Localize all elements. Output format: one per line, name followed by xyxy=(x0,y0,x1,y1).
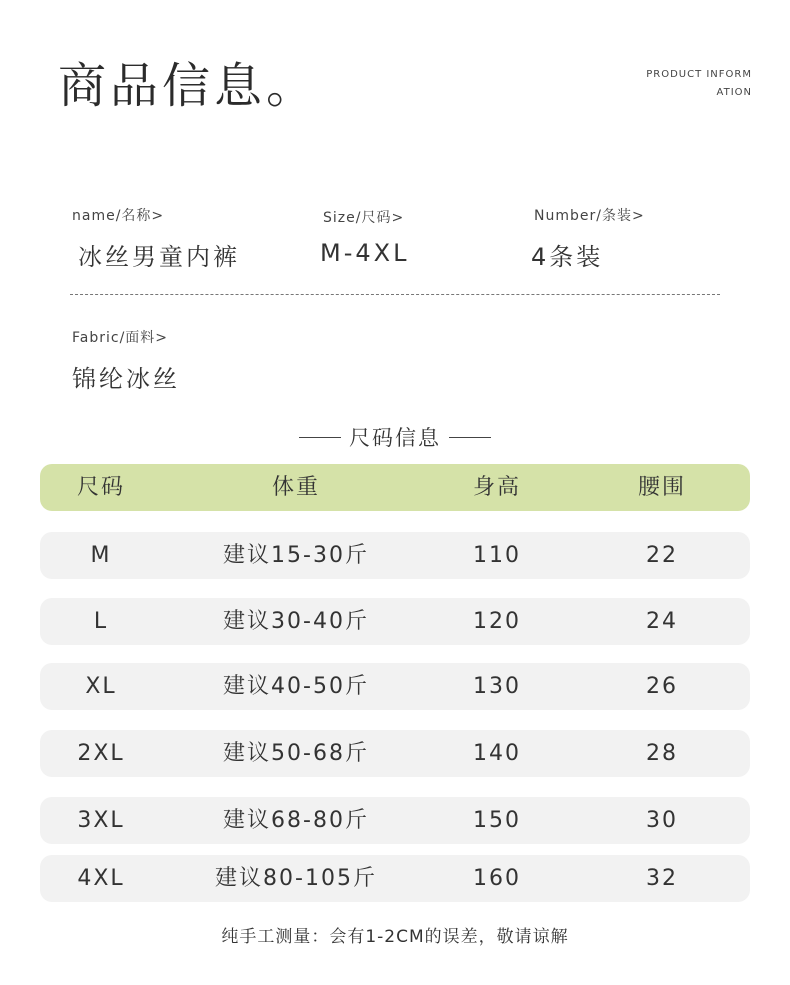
size-table-title xyxy=(0,422,790,452)
info-name xyxy=(72,205,240,272)
cell-height: 150 xyxy=(473,808,521,833)
cell-waist: 22 xyxy=(646,543,678,568)
cell-height: 160 xyxy=(473,866,521,891)
table-row xyxy=(40,730,750,777)
cell-size: L xyxy=(93,609,109,634)
column-header-size: 尺码 xyxy=(76,475,125,500)
cell-weight: 建议30-40斤 xyxy=(223,609,369,634)
column-header-height: 身高 xyxy=(472,475,521,500)
cell-weight: 建议15-30斤 xyxy=(223,543,369,568)
info-name-label: name/名称> xyxy=(72,208,165,224)
measurement-note: 纯手工测量：会有1-2CM的误差，敬请谅解 xyxy=(221,927,569,947)
size-table-title-text: 尺码信息 xyxy=(349,426,441,450)
cell-weight: 建议80-105斤 xyxy=(215,866,377,891)
cell-height: 130 xyxy=(473,674,521,699)
cell-weight: 建议50-68斤 xyxy=(223,741,369,766)
cell-size: 4XL xyxy=(77,866,125,891)
title-right-line xyxy=(449,437,491,438)
page-subtitle: PRODUCT INFORMATION xyxy=(646,69,752,98)
page-title: 商品信息。 xyxy=(58,58,319,114)
cell-weight: 建议68-80斤 xyxy=(223,808,369,833)
info-fabric-label: Fabric/面料> xyxy=(72,330,169,346)
table-row xyxy=(40,532,750,579)
cell-height: 120 xyxy=(473,609,521,634)
info-number-value: 4条装 xyxy=(531,243,604,271)
cell-waist: 24 xyxy=(646,609,678,634)
cell-height: 140 xyxy=(473,741,521,766)
table-row xyxy=(40,663,750,710)
table-row xyxy=(40,855,750,902)
info-fabric-value: 锦纶冰丝 xyxy=(72,365,180,393)
cell-waist: 32 xyxy=(646,866,678,891)
cell-waist: 28 xyxy=(646,741,678,766)
info-name-value: 冰丝男童内裤 xyxy=(78,243,240,271)
table-row xyxy=(40,797,750,844)
divider xyxy=(70,294,720,295)
info-number xyxy=(531,205,645,272)
cell-size: 3XL xyxy=(77,808,125,833)
cell-weight: 建议40-50斤 xyxy=(223,674,369,699)
cell-size: XL xyxy=(85,674,117,699)
size-table-header xyxy=(40,464,750,511)
title-left-line xyxy=(299,437,341,438)
info-size xyxy=(320,207,410,267)
cell-height: 110 xyxy=(473,543,521,568)
info-number-label: Number/条装> xyxy=(534,208,645,224)
cell-waist: 30 xyxy=(646,808,678,833)
cell-size: M xyxy=(90,543,112,568)
info-size-value: M-4XL xyxy=(320,239,410,267)
column-header-waist: 腰围 xyxy=(637,475,686,500)
cell-size: 2XL xyxy=(77,741,125,766)
cell-waist: 26 xyxy=(646,674,678,699)
info-size-label: Size/尺码> xyxy=(323,210,405,226)
column-header-weight: 体重 xyxy=(271,475,320,500)
info-fabric xyxy=(72,327,180,394)
table-row xyxy=(40,598,750,645)
